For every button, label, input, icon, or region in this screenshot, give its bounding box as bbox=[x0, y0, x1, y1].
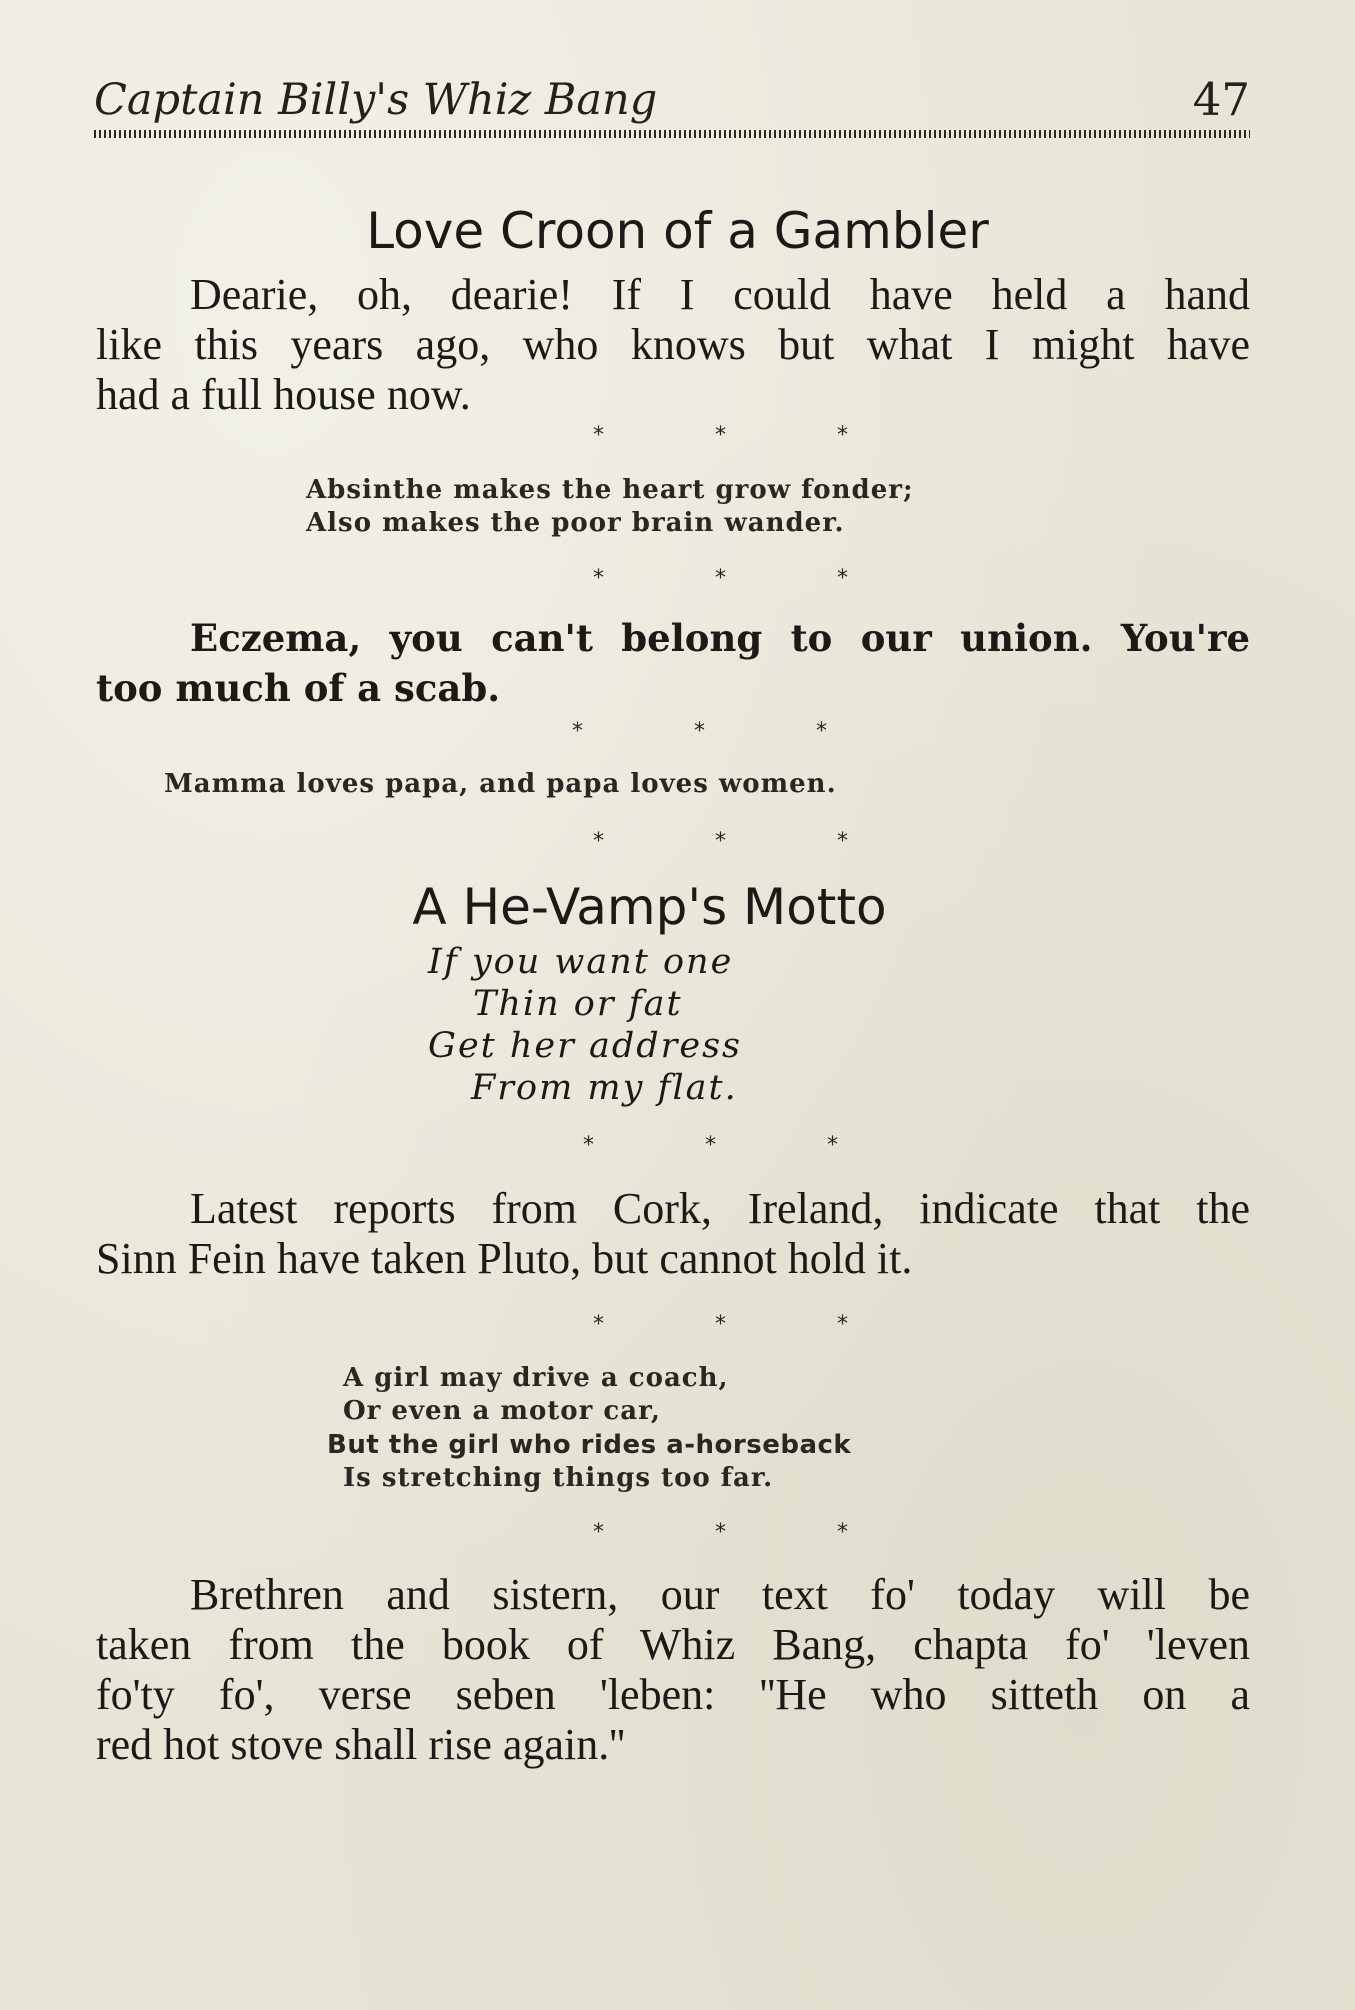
girl-verse-line-1: A girl may drive a coach, bbox=[343, 1363, 729, 1393]
paragraph-eczema bbox=[96, 613, 1250, 713]
girl-verse-line-2: Or even a motor car, bbox=[343, 1396, 661, 1426]
paragraph-brethren bbox=[96, 1570, 1250, 1770]
girl-verse-line-4: Is stretching things too far. bbox=[343, 1463, 774, 1493]
absinthe-line-2: Also makes the poor brain wander. bbox=[306, 508, 845, 538]
poem-line: If you want one bbox=[428, 942, 734, 982]
paragraph-line: like this years ago, who knows but what I might have bbox=[96, 320, 1250, 369]
paragraph-line: Latest reports from Cork, Ireland, indicate that the bbox=[190, 1184, 1250, 1233]
running-header bbox=[94, 70, 1250, 132]
heading-he-vamp: A He-Vamp's Motto bbox=[412, 878, 887, 936]
poem-line: Get her address bbox=[428, 1026, 743, 1066]
paragraph-cork bbox=[96, 1184, 1250, 1284]
poem-line: From my flat. bbox=[471, 1068, 738, 1108]
paragraph-line: Brethren and sistern, our text fo' today will be bbox=[190, 1570, 1250, 1619]
paragraph-line: red hot stove shall rise again.'' bbox=[96, 1720, 626, 1769]
section-divider-stars: * * * bbox=[593, 829, 900, 854]
page-number: 47 bbox=[1192, 73, 1250, 126]
poem-he-vamp bbox=[428, 941, 742, 1109]
heading-love-croon: Love Croon of a Gambler bbox=[366, 202, 989, 260]
section-divider-stars: * * * bbox=[593, 423, 900, 448]
paragraph-gambler bbox=[96, 270, 1250, 420]
paragraph-line: too much of a scab. bbox=[96, 666, 501, 710]
header-rule bbox=[94, 130, 1250, 138]
paragraph-line: Eczema, you can't belong to our union. You're bbox=[190, 616, 1250, 660]
girl-verse-line-3: But the girl who rides a-horseback bbox=[327, 1430, 852, 1460]
poem-line: Thin or fat bbox=[473, 984, 683, 1024]
absinthe-line-1: Absinthe makes the heart grow fonder; bbox=[306, 475, 914, 505]
paragraph-line: had a full house now. bbox=[96, 370, 471, 419]
section-divider-stars: * * * bbox=[583, 1133, 890, 1158]
section-divider-stars: * * * bbox=[593, 566, 900, 591]
paragraph-line: Dearie, oh, dearie! If I could have held a hand bbox=[190, 270, 1250, 319]
paragraph-line: taken from the book of Whiz Bang, chapta fo' 'leven bbox=[96, 1620, 1250, 1669]
paragraph-line: Sinn Fein have taken Pluto, but cannot hold it. bbox=[96, 1234, 913, 1283]
section-divider-stars: * * * bbox=[593, 1312, 900, 1337]
section-divider-stars: * * * bbox=[593, 1520, 900, 1545]
paragraph-line: fo'ty fo', verse seben 'leben: ''He who sitteth on a bbox=[96, 1670, 1250, 1719]
mamma-line: Mamma loves papa, and papa loves women. bbox=[164, 769, 837, 799]
section-divider-stars: * * * bbox=[572, 719, 879, 744]
magazine-title: Captain Billy's Whiz Bang bbox=[94, 75, 658, 125]
